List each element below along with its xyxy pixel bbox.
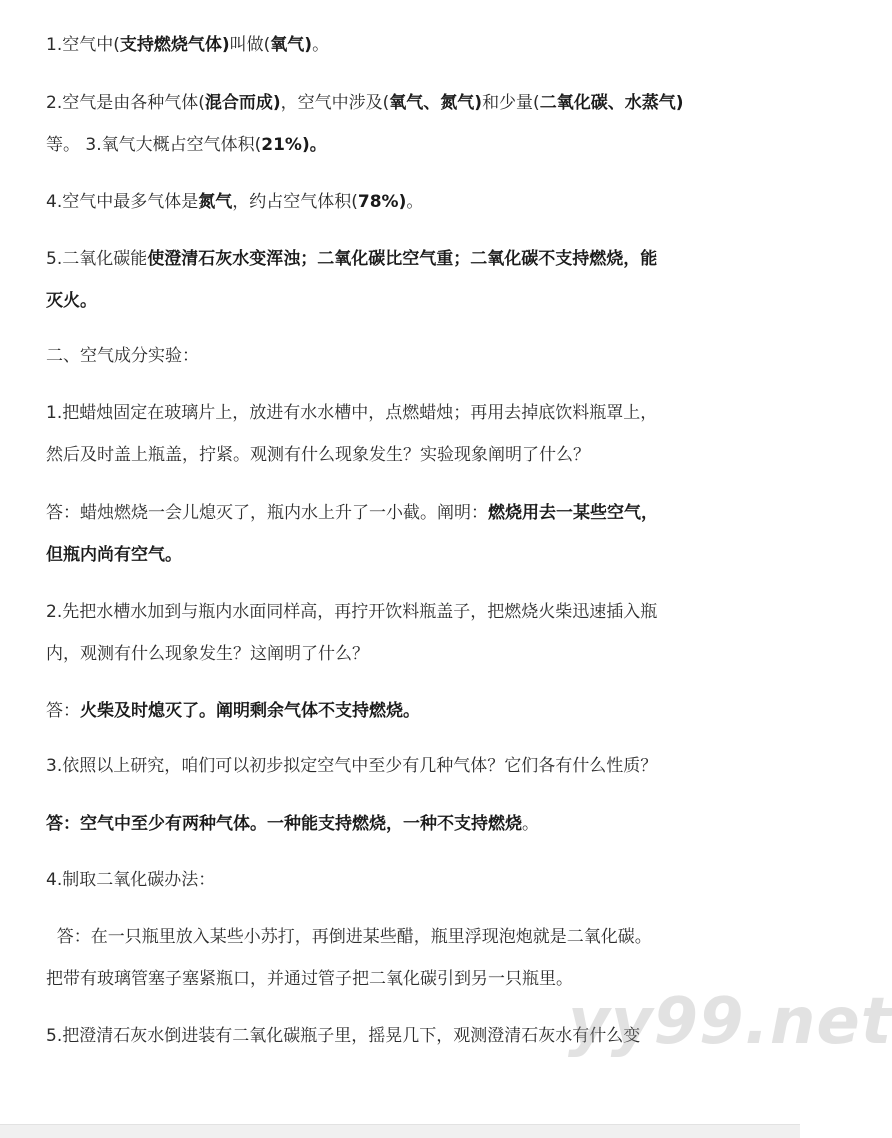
bold-run: 氧气、氮气) [389,93,483,113]
bold-run: 灭火。 [46,291,97,311]
bold-run: 支持燃烧气体) [119,35,230,55]
text-run: ，约占空气体积( [232,192,358,212]
bold-run: 氮气 [198,192,233,212]
answer-4-line-1: 答：在一只瓶里放入某些小苏打，再倒进某些醋，瓶里浮现泡炮就是二氧化碳。 [46,927,652,947]
bold-run: 二氧化碳、水蒸气) [539,93,684,113]
text-run: 和少量( [482,93,540,113]
bold-run: 但瓶内尚有空气。 [46,545,182,565]
watermark-logo: yy99.net [568,985,892,1059]
bold-run: 。 [309,135,327,155]
bold-run: 燃烧用去一某些空气， [488,503,658,523]
text-run: 。 [406,192,424,212]
text-run: 5.二氧化碳能 [46,249,148,269]
text-run: 答：蜡烛燃烧一会儿熄灭了，瓶内水上升了一小截。阐明： [46,503,488,523]
fact-5-line-1 [46,236,760,282]
bold-run: 火柴及时熄灭了。阐明剩余气体不支持燃烧。 [80,701,420,721]
bold-run: 21%) [261,135,310,155]
question-1-line-1: 1.把蜡烛固定在玻璃片上，放进有水水槽中，点燃蜡烛；再用去掉底饮料瓶罩上， [46,403,658,423]
text-run: 叫做( [229,35,271,55]
text-run: 。 [312,35,330,55]
page-bottom-edge [0,1124,800,1138]
fact-2-line-1 [46,80,760,126]
text-run: 4.空气中最多气体是 [46,192,199,212]
text-run: ，空气中涉及( [280,93,390,113]
question-2-line-1: 2.先把水槽水加到与瓶内水面同样高，再拧开饮料瓶盖子，把燃烧火柴迅速插入瓶 [46,602,658,622]
fact-2-3-line [46,122,760,168]
bold-run: 氧气) [270,35,313,55]
bold-run: 使澄清石灰水变浑浊；二氧化碳比空气重；二氧化碳不支持燃烧，能 [147,249,658,269]
question-2-line-2: 内，观测有什么现象发生？这阐明了什么？ [46,644,369,664]
question-1-line-2: 然后及时盖上瓶盖，拧紧。观测有什么现象发生？实验现象阐明了什么？ [46,445,590,465]
fact-4-line [46,179,760,225]
bold-run: 混合而成) [204,93,281,113]
text-run: 2.空气是由各种气体( [46,93,205,113]
section-heading: 二、空气成分实验： [46,346,199,366]
bold-run: 答：空气中至少有两种气体。一种能支持燃烧，一种不支持燃烧 [46,814,522,834]
answer-1-line-2 [46,532,760,578]
question-3-line: 3.依照以上研究，咱们可以初步拟定空气中至少有几种气体？它们各有什么性质？ [46,756,658,776]
text-run: 。 [522,814,539,834]
bold-run: 78%) [357,192,407,212]
answer-3-line [46,801,760,847]
text-run: 答： [46,701,80,721]
fact-1-line [46,22,760,68]
question-5-line: 5.把澄清石灰水倒进装有二氧化碳瓶子里，摇晃几下，观测澄清石灰水有什么变 [46,1026,641,1046]
answer-4-line-2: 把带有玻璃管塞子塞紧瓶口，并通过管子把二氧化碳引到另一只瓶里。 [46,969,573,989]
fact-5-line-2 [46,278,760,324]
answer-2-line [46,688,760,734]
text-run: 1.空气中( [46,35,120,55]
question-4-line: 4.制取二氧化碳办法： [46,870,216,890]
answer-1-line-1 [46,490,760,536]
text-run: 等。 3.氧气大概占空气体积( [46,135,262,155]
